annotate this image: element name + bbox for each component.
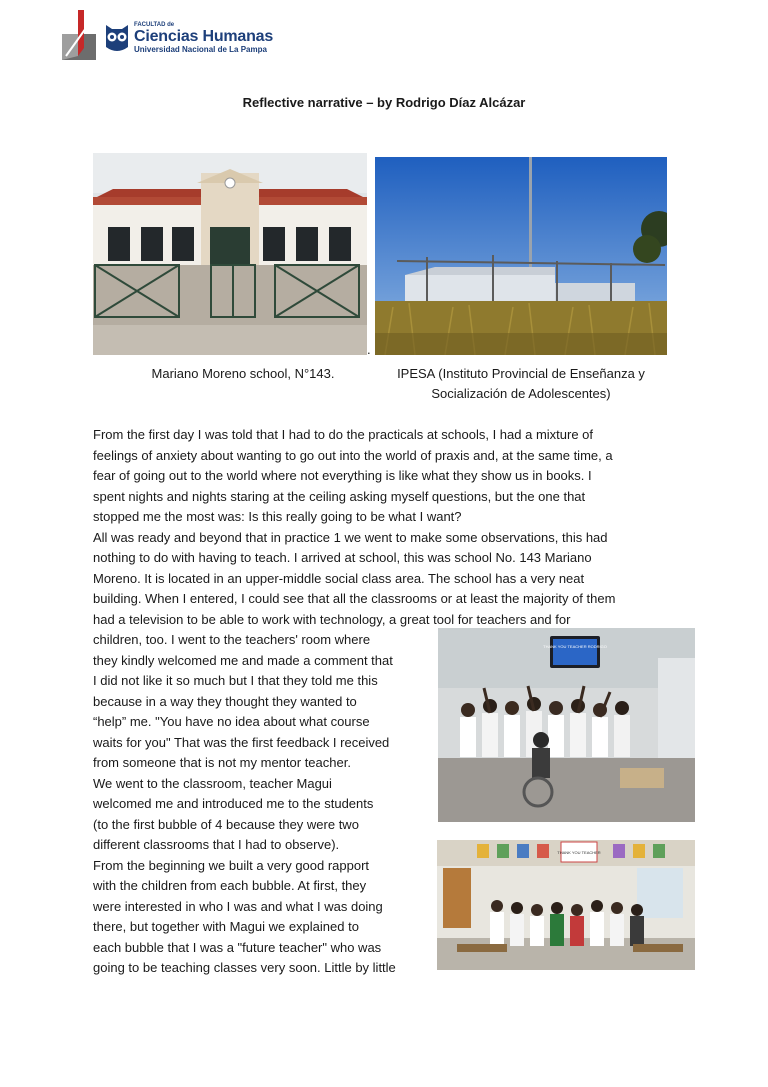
text-line: waits for you" That was the first feedback I received xyxy=(93,734,390,750)
text-line: spent nights and nights staring at the ceiling asking myself questions, but the one that xyxy=(93,488,586,504)
text-line: children, too. I went to the teachers' room where xyxy=(93,632,371,647)
owl-icon xyxy=(104,21,130,55)
document-title: Reflective narrative – by Rodrigo Díaz Alcázar xyxy=(242,95,526,110)
text-line: I did not like it so much but I that they told me this xyxy=(93,673,378,688)
text-line: they kindly welcomed me and made a comment that xyxy=(93,652,393,668)
text-line: All was ready and beyond that in practice 1 we went to make some observations, this had xyxy=(93,529,608,545)
text-line: were interested in who I was and what I was doing xyxy=(93,898,383,914)
text-line: feelings of anxiety about wanting to go out into the world of praxis and, at the same time, a xyxy=(93,447,613,463)
narrative-paragraph-narrow xyxy=(93,630,433,979)
classroom2-poster-text: THANK YOU TEACHER xyxy=(557,850,601,855)
text-line: (to the first bubble of 4 because they were two xyxy=(93,816,359,832)
text-line: going to be teaching classes very soon. Little by little xyxy=(93,960,396,975)
caption-mariano-moreno: Mariano Moreno school, N°143. xyxy=(151,366,335,381)
text-line: there, but together with Magui we explained to xyxy=(93,919,359,934)
faculty-logo xyxy=(60,8,300,64)
text-line: From the first day I was told that I had to do the practicals at schools, I had a mixture of xyxy=(93,427,594,442)
caption-ipesa-line-2: Socialización de Adolescentes) xyxy=(431,386,611,401)
classroom-photo-2 xyxy=(437,840,695,970)
caption-ipesa xyxy=(375,364,667,404)
text-line: nothing to do with having to teach. I arrived at school, this was school No. 143 Mariano xyxy=(93,550,592,565)
logo-university: Universidad Nacional de La Pampa xyxy=(134,45,267,54)
text-line: with the children from each bubble. At first, they xyxy=(93,878,367,893)
text-line: “help” me. "You have no idea about what course xyxy=(93,714,370,729)
text-line: We went to the classroom, teacher Magui xyxy=(93,775,332,791)
text-line: fear of going out to the world where not everything is like what they show us in books. I xyxy=(93,468,592,483)
text-line: because in a way they thought they wanted to xyxy=(93,693,357,709)
school-photo-ipesa xyxy=(375,157,667,355)
classroom-photo-1 xyxy=(438,628,695,822)
text-line: From the beginning we built a very good rapport xyxy=(93,857,370,873)
text-line: each bubble that I was a "future teacher" who was xyxy=(93,939,382,955)
logo-mark-icon xyxy=(60,8,98,62)
separator-dot: . xyxy=(367,342,371,357)
logo-name: Ciencias Humanas xyxy=(134,28,274,45)
text-line: welcomed me and introduced me to the students xyxy=(93,796,374,811)
text-line: had a television to be able to work with technology, a great tool for teachers and for xyxy=(93,611,571,627)
narrative-paragraph-full-width xyxy=(93,425,678,630)
caption-ipesa-line-1: IPESA (Instituto Provincial de Enseñanza y xyxy=(397,366,645,381)
text-line: from someone that is not my mentor teacher. xyxy=(93,755,351,770)
logo-faculty-label: FACULTAD de xyxy=(134,22,175,28)
text-line: stopped me the most was: Is this really going to be what I want? xyxy=(93,509,462,524)
text-line: different classrooms that I had to observe). xyxy=(93,837,340,852)
text-line: building. When I entered, I could see that all the classrooms or at least the majority of them xyxy=(93,591,616,606)
classroom1-poster-text: THANK YOU TEACHER RODRIGO xyxy=(543,644,607,649)
school-photo-mariano-moreno xyxy=(93,153,367,355)
text-line: Moreno. It is located in an upper-middle social class area. The school has a very neat xyxy=(93,570,585,586)
